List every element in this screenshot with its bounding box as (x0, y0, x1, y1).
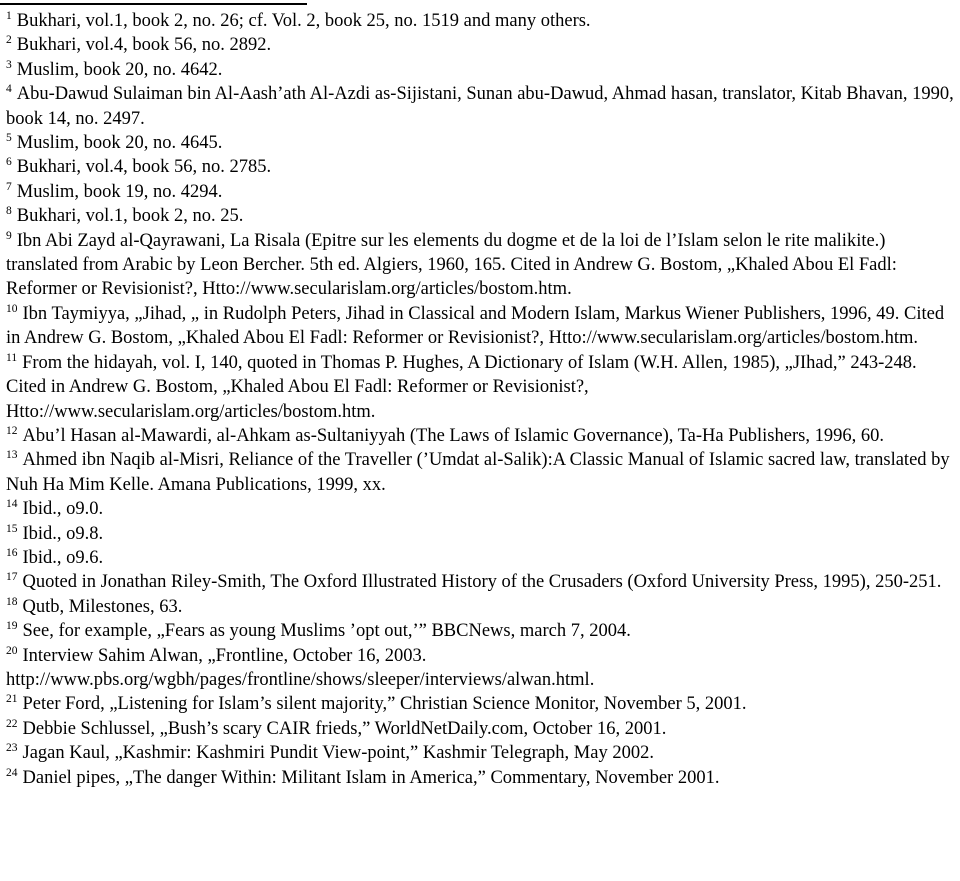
footnote-number: 3 (6, 58, 12, 71)
footnote-24 (6, 766, 958, 790)
footnote-6 (6, 155, 958, 179)
footnote-13 (6, 448, 958, 497)
footnote-number: 21 (6, 693, 18, 706)
footnote-23 (6, 741, 958, 765)
footnote-20 (6, 644, 958, 693)
footnote-8 (6, 204, 958, 228)
footnote-9 (6, 229, 958, 302)
footnote-number: 16 (6, 546, 18, 559)
footnote-number: 10 (6, 302, 18, 315)
footnote-number: 22 (6, 717, 18, 730)
footnote-number: 17 (6, 571, 18, 584)
footnote-text: Interview Sahim Alwan, „Frontline, October 16, 2003. http://www.pbs.org/wgbh/pages/frontline/shows/sleeper/interviews/alwan.html. (6, 645, 595, 690)
footnote-number: 1 (6, 10, 12, 22)
footnote-number: 5 (6, 132, 12, 145)
footnote-14 (6, 497, 958, 521)
footnote-number: 13 (6, 449, 18, 462)
footnotes-list (6, 9, 958, 790)
footnote-1 (6, 9, 958, 33)
footnote-number: 23 (6, 742, 18, 755)
footnote-number: 9 (6, 229, 12, 242)
footnote-number: 7 (6, 180, 12, 193)
footnote-16 (6, 546, 958, 570)
footnote-2 (6, 33, 958, 57)
footnote-number: 15 (6, 522, 18, 535)
footnote-text: Ibn Taymiyya, „Jihad, „ in Rudolph Peters, Jihad in Classical and Modern Islam, Markus Wiener Publishers, 1996, 49. Cited in Andrew G. Bostom, „Khaled Abou El Fadl: Reformer or Revisionist?, Htto://www.secularislam.org/articles/bostom.htm. (6, 303, 945, 349)
footnote-text: Abu-Dawud Sulaiman bin Al-Aash’ath Al-Azdi as-Sijistani, Sunan abu-Dawud, Ahmad hasan, translator, Kitab Bhavan, 1990, book 14, no. 2497. (6, 84, 954, 129)
footnote-17 (6, 570, 958, 594)
footnote-text: Bukhari, vol.4, book 56, no. 2785. (16, 157, 272, 178)
footnote-text: Bukhari, vol.1, book 2, no. 25. (16, 206, 244, 227)
footnote-text: Muslim, book 19, no. 4294. (16, 181, 223, 202)
footnote-text: Bukhari, vol.1, book 2, no. 26; cf. Vol. 2, book 25, no. 1519 and many others. (16, 11, 591, 31)
footnote-text: Bukhari, vol.4, book 56, no. 2892. (16, 35, 272, 56)
footnote-text: See, for example, „Fears as young Muslims ’opt out,’” BBCNews, march 7, 2004. (22, 621, 631, 642)
footnote-text: Muslim, book 20, no. 4642. (16, 59, 223, 80)
footnote-number: 4 (6, 83, 12, 96)
footnote-number: 2 (6, 34, 12, 47)
footnote-number: 24 (6, 766, 18, 779)
footnote-7 (6, 180, 958, 204)
footnote-4 (6, 82, 958, 131)
footnote-number: 11 (6, 351, 18, 364)
footnote-text: Jagan Kaul, „Kashmir: Kashmiri Pundit View-point,” Kashmir Telegraph, May 2002. (22, 743, 654, 764)
footnote-number: 8 (6, 205, 12, 218)
footnote-18 (6, 595, 958, 619)
footnote-text: Qutb, Milestones, 63. (22, 596, 183, 617)
footnote-text: Abu’l Hasan al-Mawardi, al-Ahkam as-Sultaniyyah (The Laws of Islamic Governance), Ta-Ha Publishers, 1996, 60. (22, 425, 884, 446)
footnote-text: Muslim, book 20, no. 4645. (16, 133, 223, 154)
footnote-15 (6, 522, 958, 546)
footnote-text: Ibn Abi Zayd al-Qayrawani, La Risala (Epitre sur les elements du dogme et de la loi de l’Islam selon le rite malikite.) translated from Arabic by Leon Bercher. 5th ed. Algiers, 1960, 165. Cited in Andrew G. Bostom, „Khaled Abou El Fadl: Reformer or Revisionist?, Htto://www.secularislam.org/articles/bostom.htm. (6, 230, 897, 300)
footnote-number: 19 (6, 620, 18, 633)
footnote-10 (6, 302, 958, 351)
footnote-21 (6, 692, 958, 716)
footnote-12 (6, 424, 958, 448)
footnote-text: From the hidayah, vol. I, 140, quoted in Thomas P. Hughes, A Dictionary of Islam (W.H. Allen, 1985), „JIhad,” 243-248. Cited in Andrew G. Bostom, „Khaled Abou El Fadl: Reformer or Revisionist?, Htto://www.secularislam.org/articles/bostom.htm. (6, 352, 917, 422)
footnote-5 (6, 131, 958, 155)
footnote-text: Ibid., o9.0. (22, 499, 104, 520)
footnote-text: Daniel pipes, „The danger Within: Militant Islam in America,” Commentary, November 2001. (22, 767, 720, 788)
footnote-text: Ibid., o9.8. (22, 523, 104, 544)
footnote-separator-rule (0, 3, 307, 5)
footnote-number: 14 (6, 498, 18, 511)
footnote-number: 12 (6, 424, 18, 437)
footnote-text: Quoted in Jonathan Riley-Smith, The Oxford Illustrated History of the Crusaders (Oxford University Press, 1995), 250-251. (22, 572, 942, 593)
footnote-text: Ibid., o9.6. (22, 547, 104, 568)
footnote-number: 18 (6, 595, 18, 608)
footnote-11 (6, 351, 958, 424)
footnote-number: 6 (6, 156, 12, 169)
footnote-text: Ahmed ibn Naqib al-Misri, Reliance of the Traveller (’Umdat al-Salik):A Classic Manual of Islamic sacred law, translated by Nuh Ha Mim Kelle. Amana Publications, 1999, xx. (6, 450, 950, 495)
footnote-22 (6, 717, 958, 741)
footnote-text: Debbie Schlussel, „Bush’s scary CAIR frieds,” WorldNetDaily.com, October 16, 2001. (22, 718, 667, 739)
footnote-3 (6, 58, 958, 82)
footnote-text: Peter Ford, „Listening for Islam’s silent majority,” Christian Science Monitor, November 5, 2001. (22, 694, 747, 715)
footnote-number: 20 (6, 644, 18, 657)
footnote-19 (6, 619, 958, 643)
